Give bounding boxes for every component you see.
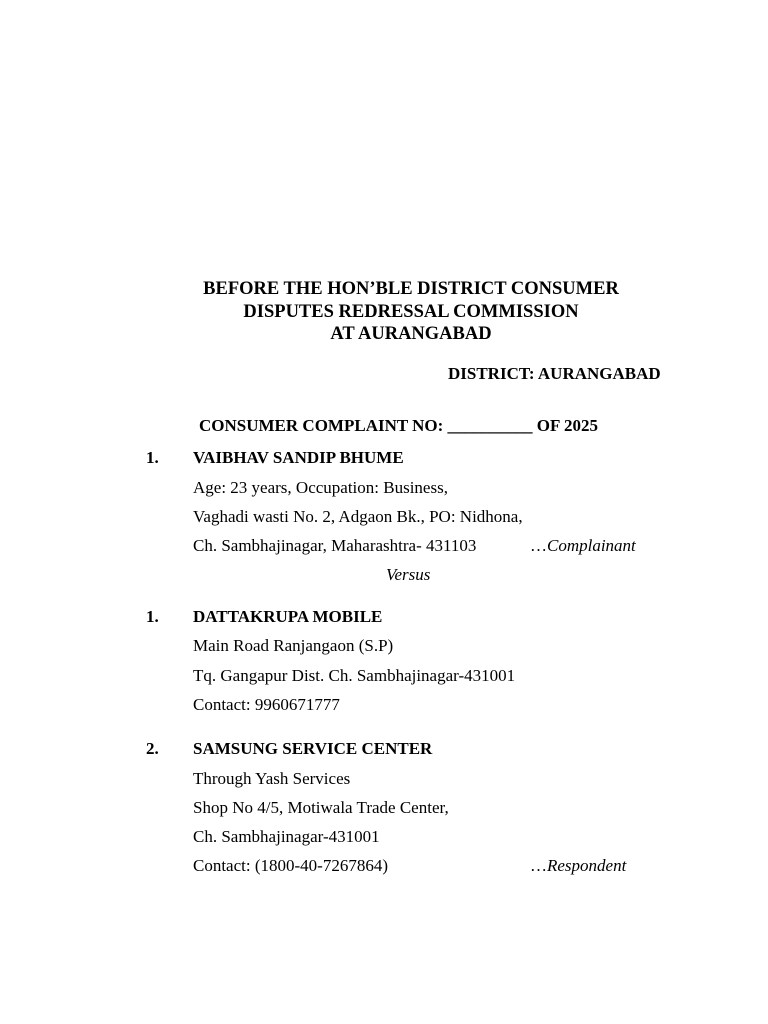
complainant-name: VAIBHAV SANDIP BHUME bbox=[193, 448, 404, 467]
complaint-number: CONSUMER COMPLAINT NO: __________ OF 2025 bbox=[199, 416, 599, 435]
heading-line-1: BEFORE THE HON’BLE DISTRICT CONSUMER bbox=[203, 279, 619, 299]
role-label: Respondent bbox=[547, 856, 627, 875]
complainant-detail-line: Age: 23 years, Occupation: Business, bbox=[193, 478, 448, 497]
district-label: DISTRICT: AURANGABAD bbox=[448, 364, 661, 383]
respondent-1-detail-line: Contact: 9960671777 bbox=[193, 695, 340, 714]
complainant-detail-line: Vaghadi wasti No. 2, Adgaon Bk., PO: Nidhona, bbox=[193, 507, 523, 526]
respondent-1-detail-line: Tq. Gangapur Dist. Ch. Sambhajinagar-431001 bbox=[193, 666, 516, 685]
complainant-detail-line: Ch. Sambhajinagar, Maharashtra- 431103 bbox=[193, 536, 477, 555]
versus-label: Versus bbox=[386, 565, 431, 584]
respondent-2-name: SAMSUNG SERVICE CENTER bbox=[193, 739, 433, 758]
respondent-2-detail-line: Contact: (1800-40-7267864) bbox=[193, 856, 388, 875]
heading-line-2: DISPUTES REDRESSAL COMMISSION bbox=[243, 301, 579, 322]
respondent-role bbox=[530, 856, 626, 876]
respondent-1-name: DATTAKRUPA MOBILE bbox=[193, 607, 383, 626]
respondent-2-detail-line: Ch. Sambhajinagar-431001 bbox=[193, 827, 380, 846]
respondent-1-detail-line: Main Road Ranjangaon (S.P) bbox=[193, 636, 394, 655]
role-ellipsis: … bbox=[530, 856, 547, 875]
complainant-number: 1. bbox=[146, 448, 159, 467]
respondent-2-number: 2. bbox=[146, 739, 159, 758]
court-heading bbox=[0, 278, 768, 346]
role-ellipsis: … bbox=[530, 536, 547, 555]
heading-line-3: AT AURANGABAD bbox=[330, 324, 492, 344]
role-label: Complainant bbox=[547, 536, 636, 555]
respondent-2-detail-line: Through Yash Services bbox=[193, 769, 351, 788]
respondent-1-number: 1. bbox=[146, 607, 159, 626]
respondent-2-detail-line: Shop No 4/5, Motiwala Trade Center, bbox=[193, 798, 449, 817]
complainant-role bbox=[530, 536, 636, 556]
